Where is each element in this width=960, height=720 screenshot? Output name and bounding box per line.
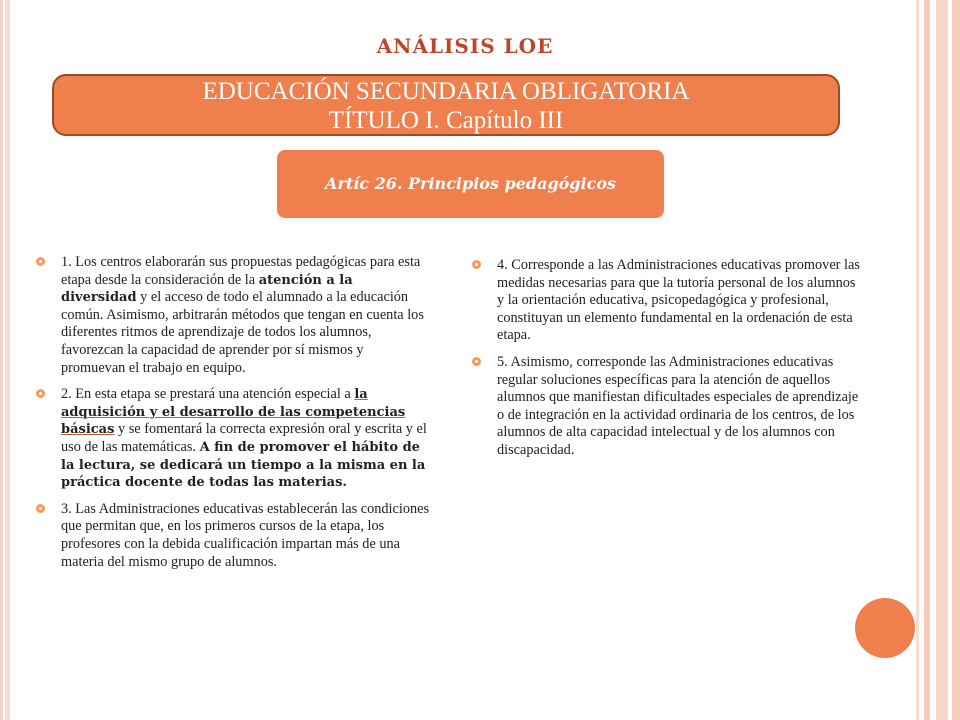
item-text: 4. Corresponde a las Administraciones educativas promover las medidas necesarias para que la tutoría personal de los alumnos y la orientación educativa, psicopedagógica y profesional, constituyan un elemento fundamental en la ordenación de esta etapa. bbox=[497, 257, 860, 344]
item-bold-text: A fin de promover el hábito de la lectura, se dedicará un tiempo a la misma en la práctica docente de todas las materias. bbox=[61, 439, 426, 491]
bullet-icon bbox=[472, 260, 481, 269]
article-heading: Artíc 26. Principios pedagógicos bbox=[277, 150, 664, 218]
item-text: y se fomentará la correcta expresión oral y escrita y el uso de las matemáticas. bbox=[61, 421, 427, 455]
section-banner bbox=[52, 74, 840, 136]
item-text: y el acceso de todo el alumnado a la educación común. Asimismo, arbitrarán métodos que tengan en cuenta los diferentes ritmos de aprendizaje de todos los alumnos, favorezcan la capacidad de aprender por sí mismos y promuevan el trabajo en equipo. bbox=[61, 289, 424, 376]
banner-line-2: TÍTULO I. Capítulo III bbox=[328, 107, 564, 134]
item-text: 2. En esta etapa se prestará una atención especial a bbox=[61, 386, 355, 403]
list-item bbox=[472, 257, 860, 345]
list-item bbox=[472, 354, 860, 460]
item-text: 3. Las Administraciones educativas establecerán las condiciones que permitan que, en los primeros cursos de la etapa, los profesores con la debida cualificación impartan más de una materia del mismo grupo de alumnos. bbox=[61, 500, 430, 570]
bullet-icon bbox=[36, 504, 45, 513]
bullet-icon bbox=[472, 357, 481, 366]
list-item bbox=[36, 501, 431, 571]
item-text: 1. Los centros elaborarán sus propuestas pedagógicas para esta etapa desde la consideración de la bbox=[61, 254, 421, 288]
item-bold-underlined-text: la adquisición y el desarrollo de las competencias básicas bbox=[61, 387, 406, 438]
item-text: 5. Asimismo, corresponde las Administraciones educativas regular soluciones específicas para la atención de aquellos alumnos que manifiestan dificultades especiales de aprendizaje o de integración en la actividad ordinaria de los centros, de los alumnos de alta capacidad intelectual y de los alumnos con discapacidad. bbox=[497, 353, 859, 458]
left-decorative-border bbox=[0, 0, 10, 720]
item-bold-text: atención a la diversidad bbox=[61, 272, 353, 306]
bullet-icon bbox=[36, 257, 45, 266]
bullet-icon bbox=[36, 389, 45, 398]
decorative-circle bbox=[855, 598, 915, 658]
list-item bbox=[36, 254, 431, 377]
left-column bbox=[36, 254, 431, 580]
slide-title: ANÁLISIS LOE bbox=[376, 34, 554, 58]
right-decorative-stripes bbox=[916, 0, 960, 720]
right-column bbox=[472, 257, 860, 469]
list-item bbox=[36, 386, 431, 492]
banner-line-1: EDUCACIÓN SECUNDARIA OBLIGATORIA bbox=[202, 78, 690, 105]
